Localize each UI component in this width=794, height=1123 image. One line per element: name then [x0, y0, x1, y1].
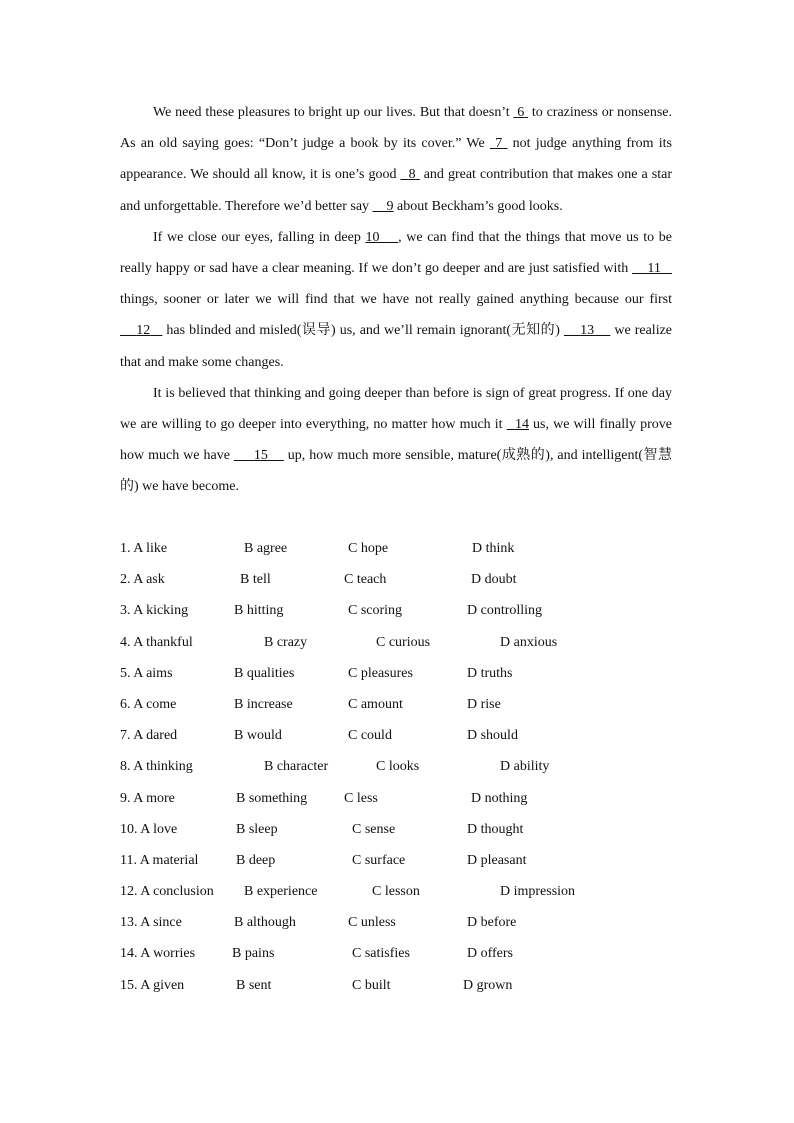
question-number: 11. — [120, 852, 137, 868]
passage-text: to craziness or nonsense. As an old saying goes: “Don’t judge a book by its cover.” We — [120, 105, 672, 152]
passage-text: and great contribution that makes one a star and unforgettable. Therefore we’d better say — [120, 167, 673, 214]
option-a — [120, 755, 193, 779]
blank-13: 13 — [580, 323, 595, 339]
question-row — [120, 849, 680, 880]
option-c: C lesson — [372, 884, 420, 900]
option-text: A since — [140, 915, 182, 931]
question-number: 7. — [120, 728, 131, 744]
option-a — [120, 537, 167, 561]
blank-9: 9 — [386, 198, 394, 214]
question-number: 9. — [120, 790, 131, 806]
option-c: C less — [344, 790, 378, 806]
question-number: 12. — [120, 884, 138, 900]
blank-7: 7 — [495, 136, 503, 152]
question-row — [120, 662, 680, 693]
option-a — [120, 787, 175, 811]
option-a — [120, 724, 177, 748]
option-a — [120, 568, 165, 592]
passage-text: not judge anything from its appearance. We should all know, it is one’s good — [120, 136, 672, 183]
option-b: B sent — [236, 977, 272, 993]
passage-text: about Beckham’s good looks. — [393, 198, 563, 214]
option-d: D anxious — [500, 634, 558, 650]
option-c: C amount — [348, 696, 403, 712]
option-b: B qualities — [234, 665, 295, 681]
passage — [120, 97, 672, 503]
option-c: C pleasures — [348, 665, 413, 681]
option-a — [120, 942, 195, 966]
option-d: D controlling — [467, 603, 543, 619]
question-row — [120, 724, 680, 755]
question-number: 8. — [120, 759, 131, 775]
question-number: 14. — [120, 946, 138, 962]
blank-15: 15 — [253, 448, 268, 464]
passage-text: If we close our eyes, falling in deep — [153, 229, 366, 245]
option-text: A given — [140, 977, 185, 993]
question-row — [120, 880, 680, 911]
question-row — [120, 568, 680, 599]
option-text: A material — [139, 852, 199, 868]
option-d: D thought — [467, 821, 524, 837]
passage-text: up, how much more sensible, mature(成熟的), and intelligent(智慧的) we have become. — [120, 448, 673, 495]
option-b: B agree — [244, 541, 288, 556]
option-text: A come — [133, 696, 177, 712]
question-row — [120, 942, 680, 973]
passage-text: we realize that and make some changes. — [120, 323, 673, 370]
passage-text: , we can find that the things that move us to be really happy or sad have a clear meaning. If we don’t go deeper and are just satisfied with — [120, 229, 672, 277]
option-c: C scoring — [348, 603, 403, 619]
blank-11: 11 — [647, 261, 661, 277]
blank-10: 10 — [365, 229, 380, 245]
blank-12: 12 — [136, 323, 151, 339]
option-d: D offers — [467, 946, 514, 962]
option-d: D ability — [500, 759, 550, 775]
option-b: B experience — [244, 884, 318, 900]
question-row — [120, 599, 680, 630]
option-c: C satisfies — [352, 946, 410, 962]
option-d: D pleasant — [467, 852, 527, 868]
option-b: B something — [236, 790, 308, 806]
question-row — [120, 787, 680, 818]
option-b: B would — [234, 728, 282, 744]
option-text: A aims — [133, 665, 173, 681]
option-text: A like — [133, 541, 168, 556]
option-a — [120, 693, 176, 717]
option-text: A more — [133, 790, 175, 806]
option-b: B tell — [240, 572, 271, 588]
question-row — [120, 818, 680, 849]
option-text: A ask — [133, 572, 165, 588]
option-b: B sleep — [236, 821, 278, 837]
option-text: A thankful — [133, 634, 193, 650]
option-c: C unless — [348, 915, 396, 931]
option-c: C hope — [348, 541, 389, 556]
question-row — [120, 974, 680, 1005]
question-row — [120, 631, 680, 662]
option-d: D rise — [467, 696, 501, 712]
option-a — [120, 974, 184, 998]
option-text: A thinking — [133, 759, 193, 775]
option-d: D nothing — [471, 790, 528, 806]
options-list — [120, 537, 680, 1005]
question-number: 10. — [120, 821, 138, 837]
option-text: A love — [140, 821, 178, 837]
option-a — [120, 662, 173, 686]
paragraph-2 — [120, 222, 672, 378]
option-c: C sense — [352, 821, 396, 837]
option-d: D doubt — [471, 572, 517, 588]
question-number: 6. — [120, 696, 131, 712]
option-text: A dared — [133, 728, 178, 744]
passage-text: us, we will finally prove how much we have — [120, 417, 672, 464]
option-c: C could — [348, 728, 392, 744]
option-b: B crazy — [264, 634, 308, 650]
option-d: D grown — [463, 977, 513, 993]
option-b: B pains — [232, 946, 275, 962]
option-c: C teach — [344, 572, 387, 588]
passage-text: It is believed that thinking and going deeper than before is sign of great progress. If one day we are willing to go deeper into everything, no matter how much it — [120, 385, 672, 433]
question-number: 13. — [120, 915, 138, 931]
option-c: C surface — [352, 852, 406, 868]
question-row — [120, 911, 680, 942]
option-a — [120, 849, 198, 873]
option-text: A kicking — [133, 603, 189, 619]
paragraph-3 — [120, 378, 672, 503]
paragraph-1 — [120, 97, 672, 222]
option-c: C curious — [376, 634, 431, 650]
option-c: C built — [352, 977, 391, 993]
option-a — [120, 631, 193, 655]
question-number: 3. — [120, 603, 131, 619]
option-b: B deep — [236, 852, 276, 868]
option-d: D should — [467, 728, 518, 744]
option-d: D truths — [467, 665, 513, 681]
question-row — [120, 537, 680, 568]
option-b: B hitting — [234, 603, 284, 619]
option-text: A worries — [140, 946, 196, 962]
blank-6: 6 — [517, 105, 525, 120]
option-text: A conclusion — [140, 884, 214, 900]
option-b: B increase — [234, 696, 293, 712]
blank-8: 8 — [408, 167, 416, 183]
option-a — [120, 880, 214, 904]
option-a — [120, 599, 188, 623]
option-d: D impression — [500, 884, 576, 900]
option-d: D before — [467, 915, 517, 931]
passage-text: We need these pleasures to bright up our lives. But that doesn’t — [153, 105, 514, 120]
question-number: 5. — [120, 665, 131, 681]
option-a — [120, 911, 182, 935]
passage-text: has blinded and misled(误导) us, and we’ll remain ignorant(无知的) — [162, 323, 564, 339]
question-number: 15. — [120, 977, 138, 993]
question-number: 4. — [120, 634, 131, 650]
option-b: B character — [264, 759, 329, 775]
option-c: C looks — [376, 759, 420, 775]
question-row — [120, 693, 680, 724]
option-b: B although — [234, 915, 296, 931]
question-number: 1. — [120, 541, 131, 556]
blank-14: 14 — [514, 417, 529, 433]
option-d: D think — [472, 541, 515, 556]
question-row — [120, 755, 680, 786]
option-a — [120, 818, 177, 842]
question-number: 2. — [120, 572, 131, 588]
passage-text: things, sooner or later we will find that we have not really gained anything because our first — [120, 292, 672, 308]
